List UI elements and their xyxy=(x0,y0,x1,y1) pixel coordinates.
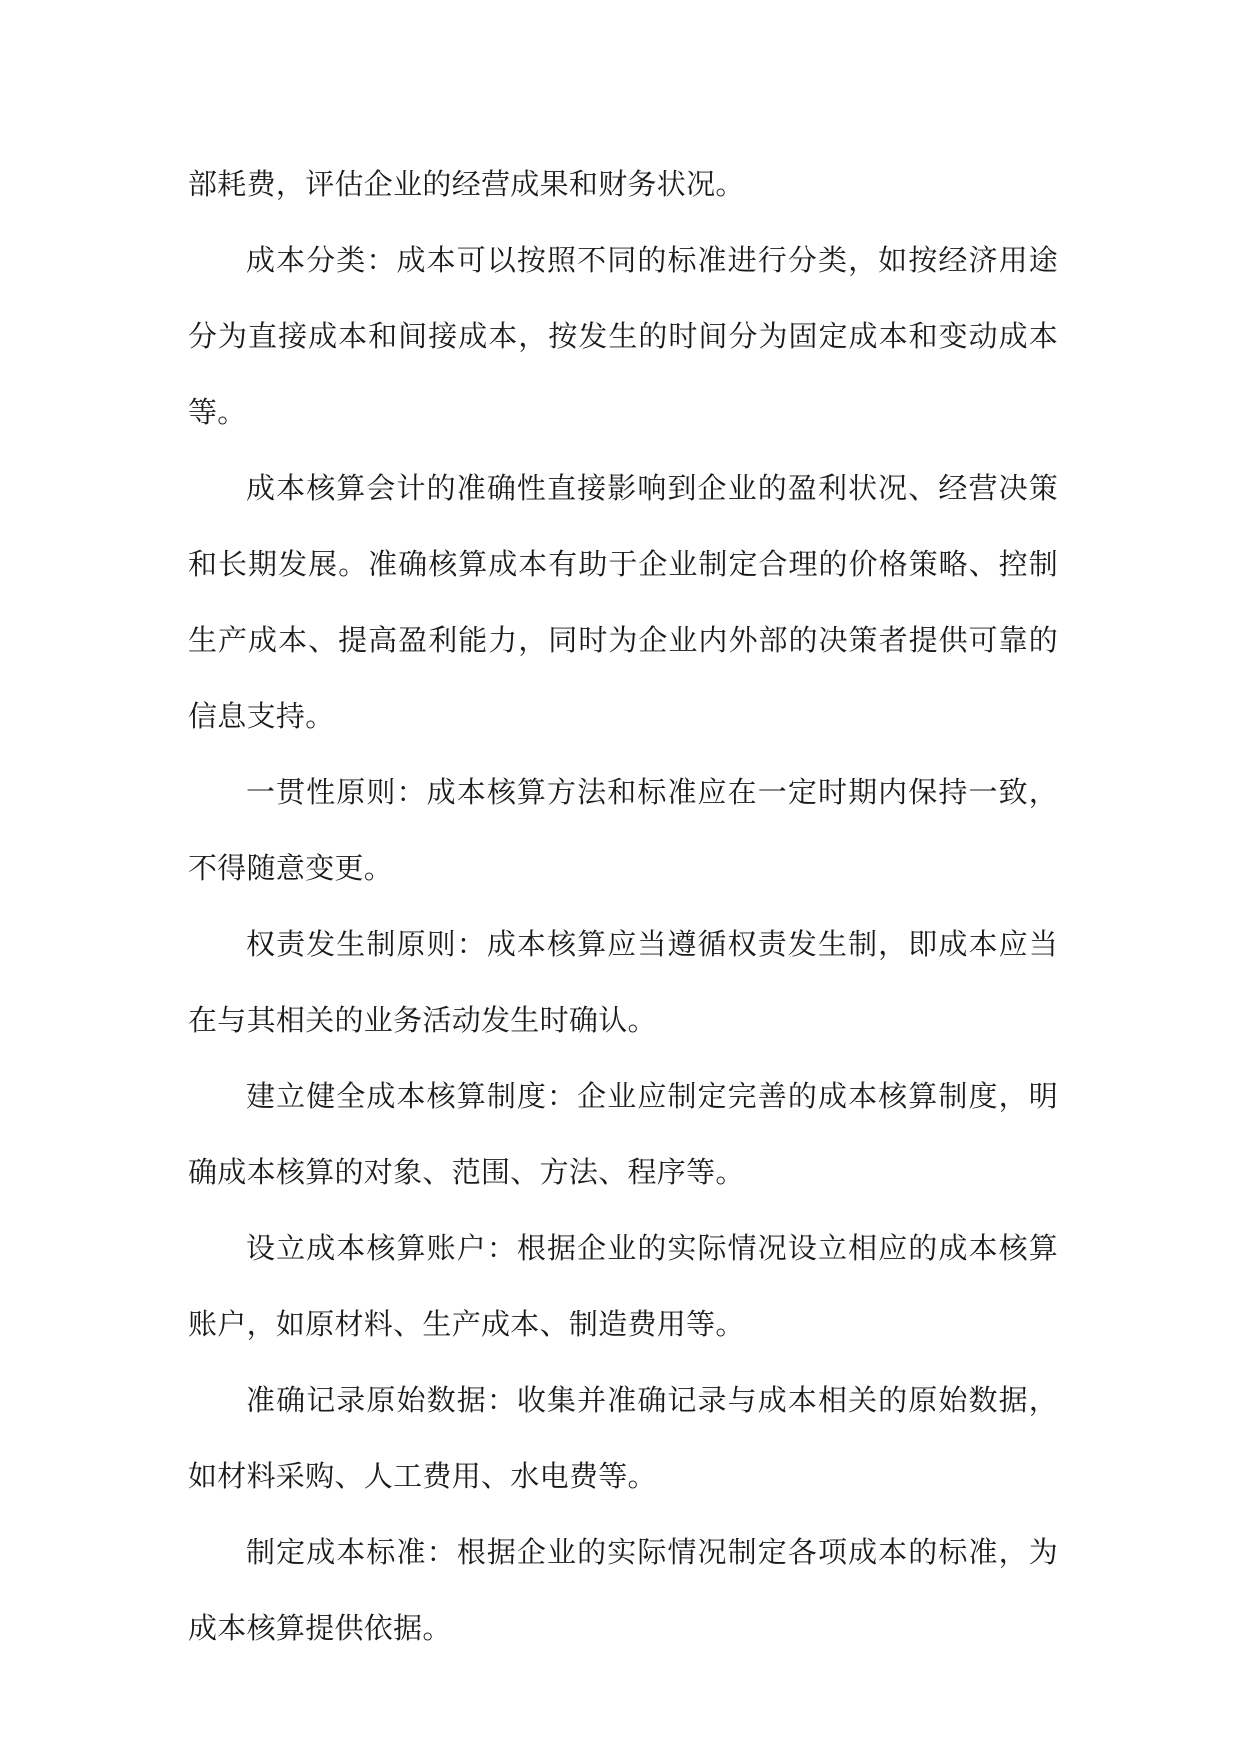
paragraph-cost-standards: 制定成本标准：根据企业的实际情况制定各项成本的标准，为成本核算提供依据。 xyxy=(188,1535,1058,1645)
paragraph-consistency-principle: 一贯性原则：成本核算方法和标准应在一定时期内保持一致，不得随意变更。 xyxy=(188,775,1058,885)
paragraph-continued: 部耗费，评估企业的经营成果和财务状况。 xyxy=(188,167,745,201)
document-body xyxy=(188,146,1058,1666)
paragraph-accrual-principle: 权责发生制原则：成本核算应当遵循权责发生制，即成本应当在与其相关的业务活动发生时确认。 xyxy=(188,927,1058,1037)
paragraph-record-data: 准确记录原始数据：收集并准确记录与成本相关的原始数据，如材料采购、人工费用、水电费等。 xyxy=(188,1383,1058,1493)
paragraph-accuracy-importance: 成本核算会计的准确性直接影响到企业的盈利状况、经营决策和长期发展。准确核算成本有助于企业制定合理的价格策略、控制生产成本、提高盈利能力，同时为企业内外部的决策者提供可靠的信息支持。 xyxy=(188,471,1058,733)
paragraph-establish-system: 建立健全成本核算制度：企业应制定完善的成本核算制度，明确成本核算的对象、范围、方法、程序等。 xyxy=(188,1079,1058,1189)
paragraph-cost-classification: 成本分类：成本可以按照不同的标准进行分类，如按经济用途分为直接成本和间接成本，按发生的时间分为固定成本和变动成本等。 xyxy=(188,243,1058,429)
paragraph-set-accounts: 设立成本核算账户：根据企业的实际情况设立相应的成本核算账户，如原材料、生产成本、制造费用等。 xyxy=(188,1231,1058,1341)
